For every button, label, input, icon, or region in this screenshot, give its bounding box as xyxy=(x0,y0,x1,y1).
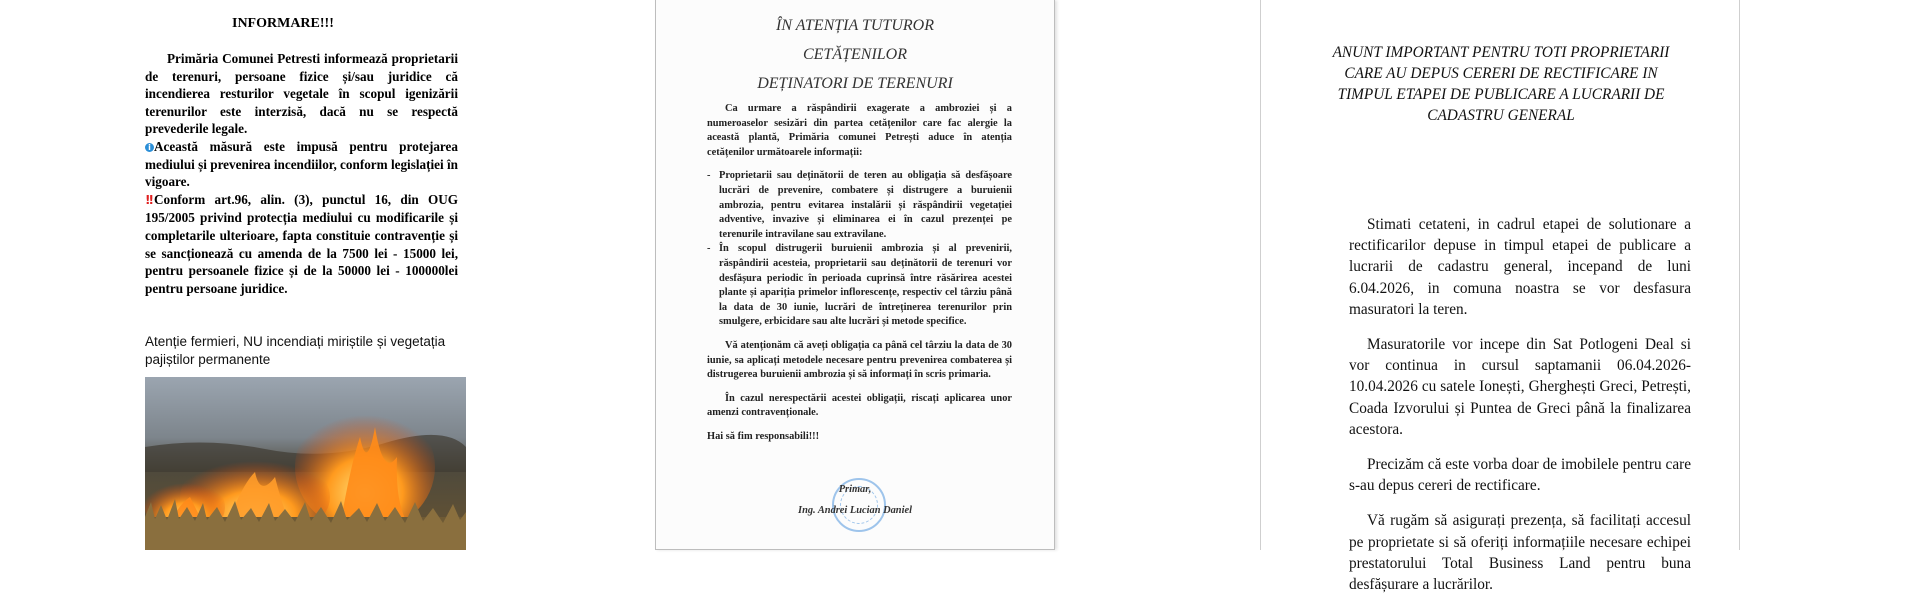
farmer-warning: Atenție fermieri, NU incendiați miriștile și vegetația pajiștilor permanente xyxy=(145,334,446,367)
field-fire-photo xyxy=(145,377,466,550)
notice-paragraph-text: Această măsură este impusă pentru protejarea mediului și prevenirea incendiilor, conform legislației în vigoare. xyxy=(145,138,458,190)
list-item: - În scopul distrugerii buruienii ambrozia și al prevenirii, răspândirii acesteia, proprietarii sau deținătorii de terenuri vor desfășura periodic în perioada cuprinsă între răsărirea acestei plante și apariția primelor inflorescențe, respectiv cel târziu până la data de 30 iunie, lucrări de întreținerea terenurilor prin smulgere, erbicidare sau alte lucrări și metode specifice. xyxy=(719,242,1012,330)
double-exclamation-icon: !! xyxy=(145,192,152,207)
paragraph-1: Stimati cetateni, in cadrul etapei de solutionare a rectificarilor depuse in timpul etapei de publicare a lucrarii de cadastru general, incepand de luni 6.04.2026, in comuna noastra se vor desfasura masuratori la teren. xyxy=(1349,216,1691,318)
paragraph-2: Masuratorile vor incepe din Sat Potlogeni Deal si vor continua in cursul saptamanii 06.04.2026-10.04.2026 cu satele Ionești, Gherghești Greci, Petrești, Coada Izvorului și Puntea de Greci până la finalizarea acestora. xyxy=(1349,336,1691,438)
notice-paragraph-text: Conform art.96, alin. (3), punctul 16, din OUG 195/2005 privind protecția mediului cu modificarile și completarile ulterioare, fapta constituie contravenție și se sancționează cu amenda de la 7500 lei - 15000 lei, pentru persoanele fizice și de la 50000 lei - 100000lei pentru persoane juridice. xyxy=(145,191,458,296)
notice-paragraph: Primăria Comunei Petresti informează proprietarii de terenuri, persoane fizice și/sau juridice că incendierea resturilor vegetale în scopul igenizării terenurilor este interzisă, dacă nu se respectă prevederile legale. xyxy=(145,51,458,137)
heading-line-2: CETĂȚENILOR xyxy=(802,46,907,63)
notice-ambrosia xyxy=(655,0,1055,550)
list-item: - Proprietarii sau deținătorii de teren au obligația să desfășoare lucrări de prevenire, combatere și distrugere a buruienii ambrozia, pentru evitarea instalării și răspândirii vegetației adventive, invazive și eliminarea ei în cazul prezenței pe terenurile intravilane sau extravilane. xyxy=(719,169,1012,242)
signature-name: Ing. Andrei Lucian Daniel xyxy=(798,505,912,516)
ambrosia-body xyxy=(707,102,1012,453)
paragraph-4: Vă rugăm să asigurați prezența, să facilitați accesul pe proprietate si să oferiți informațiile necesare echipei prestatorului Total Business Land pentru buna desfășurare a lucrărilor. xyxy=(1349,512,1691,594)
notice-body xyxy=(145,50,458,297)
heading-line-3: DEȚINATORI DE TERENURI xyxy=(757,75,953,92)
signature-title: Primar, xyxy=(838,484,872,495)
notice-fire-ban xyxy=(0,0,650,550)
cadastre-body xyxy=(1349,214,1691,609)
deadline-paragraph: Vă atenționăm că aveți obligația ca până cel târziu la data de 30 iunie, sa aplicați metodele necesare pentru prevenirea combaterea și distrugerea buruienii ambrozia și să informați în scris primaria. xyxy=(707,339,1012,381)
closing-line: Hai să fim responsabili!!! xyxy=(707,430,820,442)
cadastre-title: ANUNT IMPORTANT PENTRU TOTI PROPRIETARII CARE AU DEPUS CERERI DE RECTIFICARE IN TIMPUL ETAPEI DE PUBLICARE A LUCRARII DE CADASTRU GENERAL xyxy=(1332,44,1670,124)
notice-title: INFORMARE!!! xyxy=(232,16,334,31)
heading-line-1: ÎN ATENȚIA TUTUROR xyxy=(776,17,934,34)
obligations-list xyxy=(707,169,1012,330)
paragraph-3: Precizăm că este vorba doar de imobilele pentru care s-au depus cereri de rectificare. xyxy=(1349,456,1691,495)
penalty-paragraph: În cazul nerespectării acestei obligații, riscați aplicarea unor amenzi contravenționale. xyxy=(707,392,1012,419)
info-icon: i xyxy=(145,143,154,152)
notice-cadastre xyxy=(1260,0,1740,594)
notice-paragraph-law xyxy=(145,191,458,298)
notice-paragraph-info xyxy=(145,138,458,191)
intro-paragraph: Ca urmare a răspândirii exagerate a ambroziei și a numeroaselor sesizări din partea cetățenilor care fac alergie la această plantă, Primăria comunei Petrești aduce în atenția cetățenilor următoarele informații: xyxy=(707,103,1012,158)
